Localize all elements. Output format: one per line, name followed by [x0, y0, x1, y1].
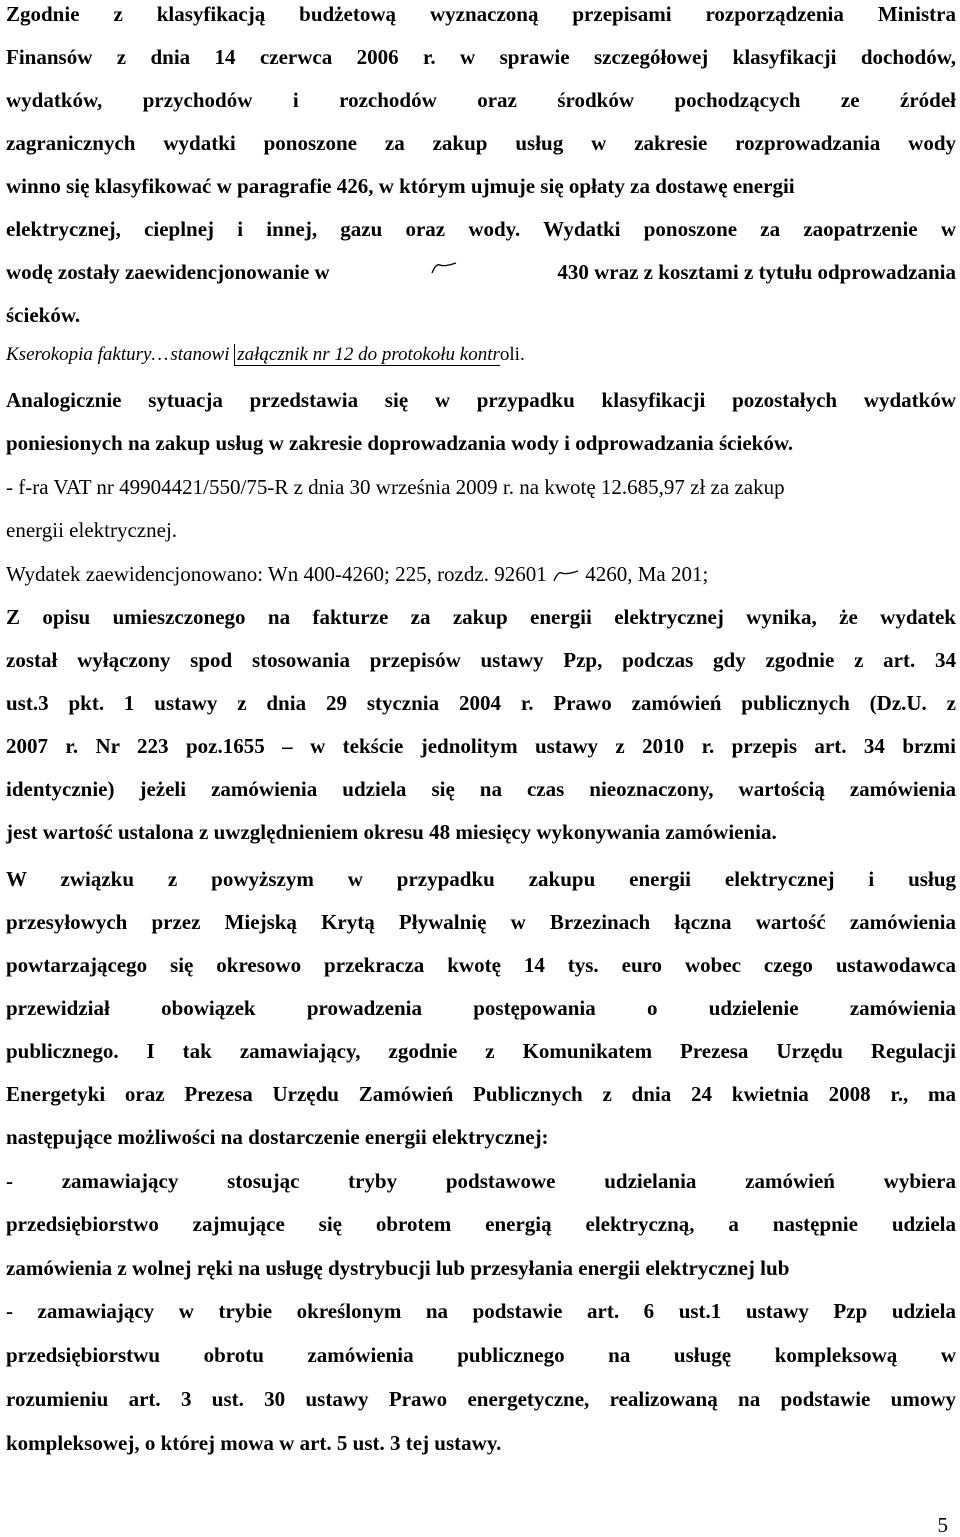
text-line: następujące możliwości na dostarczenie energii elektrycznej: — [6, 1125, 549, 1149]
tilde-mark-icon — [430, 259, 458, 277]
text-line: elektrycznej, cieplnej i innej, gazu oraz wody. Wydatki ponoszone za zaopatrzenie w — [6, 217, 956, 241]
text-line: przesyłowych przez Miejską Krytą Pływalnię w Brzezinach łączna wartość zamówienia — [6, 910, 956, 934]
attachment-reference: załącznik nr 12 do protokołu kontr — [234, 344, 500, 366]
text-fragment: 430 wraz z kosztami z tytułu odprowadzania — [557, 260, 956, 284]
text-line: 2007 r. Nr 223 poz.1655 – w tekście jednolitym ustawy z 2010 r. przepis art. 34 brzmi — [6, 734, 956, 758]
text-line: identycznie) jeżeli zamówienia udziela się na czas nieoznaczony, wartością zamówienia — [6, 777, 956, 801]
text-line: kompleksowej, o której mowa w art. 5 ust. 3 tej ustawy. — [6, 1431, 502, 1455]
text-line: został wyłączony spod stosowania przepisów ustawy Pzp, podczas gdy zgodnie z art. 34 — [6, 648, 956, 672]
text-line: wydatków, przychodów i rozchodów oraz środków pochodzących ze źródeł — [6, 88, 956, 112]
text-line: W związku z powyższym w przypadku zakupu energii elektrycznej i usług — [6, 867, 956, 891]
text-line: Energetyki oraz Prezesa Urzędu Zamówień Publicznych z dnia 24 kwietnia 2008 r., ma — [6, 1082, 956, 1106]
text-line: winno się klasyfikować w paragrafie 426, w którym ujmuje się opłaty za dostawę energii — [6, 174, 795, 198]
text-line: przewidział obowiązek prowadzenia postępowania o udzielenie zamówienia — [6, 996, 956, 1020]
text-fragment: Wydatek zaewidencjonowano: Wn 400-4260; 225, rozdz. 92601 — [6, 562, 547, 586]
text-line: Kserokopia faktury…stanowi załącznik nr 12 do protokołu kontroli. — [6, 344, 525, 365]
text-line: Analogicznie sytuacja przedstawia się w przypadku klasyfikacji pozostałych wydatków — [6, 388, 956, 412]
text-line: energii elektrycznej. — [6, 518, 178, 542]
text-line: ścieków. — [6, 303, 81, 327]
text-fragment: Kserokopia faktury — [6, 344, 152, 365]
page-number: 5 — [937, 1513, 948, 1537]
text-line: ust.3 pkt. 1 ustawy z dnia 29 stycznia 2004 r. Prawo zamówień publicznych (Dz.U. z — [6, 691, 956, 715]
text-line: jest wartość ustalona z uwzględnieniem okresu 48 miesięcy wykonywania zamówienia. — [6, 820, 777, 844]
text-line — [6, 561, 708, 587]
text-line: - zamawiający w trybie określonym na podstawie art. 6 ust.1 ustawy Pzp udziela — [6, 1299, 956, 1323]
tilde-mark-icon — [552, 567, 580, 585]
text-fragment: wodę zostały zaewidencjonowanie w — [6, 260, 330, 284]
text-line: zagranicznych wydatki ponoszone za zakup usług w zakresie rozprowadzania wody — [6, 131, 956, 155]
text-line: zamówienia z wolnej ręki na usługę dystrybucji lub przesyłania energii elektrycznej lub — [6, 1256, 790, 1280]
text-line: publicznego. I tak zamawiający, zgodnie z Komunikatem Prezesa Urzędu Regulacji — [6, 1039, 956, 1063]
text-line: przedsiębiorstwo zajmujące się obrotem energią elektryczną, a następnie udziela — [6, 1212, 956, 1236]
text-line: - zamawiający stosując tryby podstawowe udzielania zamówień wybiera — [6, 1169, 956, 1193]
text-line: powtarzającego się okresowo przekracza kwotę 14 tys. euro wobec czego ustawodawca — [6, 953, 956, 977]
text-line: - f-ra VAT nr 49904421/550/75-R z dnia 30 września 2009 r. na kwotę 12.685,97 zł za zakup — [6, 475, 785, 499]
text-line: Zgodnie z klasyfikacją budżetową wyznaczoną przepisami rozporządzenia Ministra — [6, 2, 956, 26]
text-line: przedsiębiorstwu obrotu zamówienia publicznego na usługę kompleksową w — [6, 1343, 956, 1367]
text-fragment: stanowi — [170, 344, 230, 365]
text-line: Z opisu umieszczonego na fakturze za zakup energii elektrycznej wynika, że wydatek — [6, 605, 956, 629]
text-line: rozumieniu art. 3 ust. 30 ustawy Prawo energetyczne, realizowaną na podstawie umowy — [6, 1387, 956, 1411]
text-line: poniesionych na zakup usług w zakresie doprowadzania wody i odprowadzania ścieków. — [6, 431, 794, 455]
text-line: Finansów z dnia 14 czerwca 2006 r. w sprawie szczegółowej klasyfikacji dochodów, — [6, 45, 956, 69]
text-line — [6, 259, 956, 285]
text-fragment: 4260, Ma 201; — [585, 562, 709, 586]
